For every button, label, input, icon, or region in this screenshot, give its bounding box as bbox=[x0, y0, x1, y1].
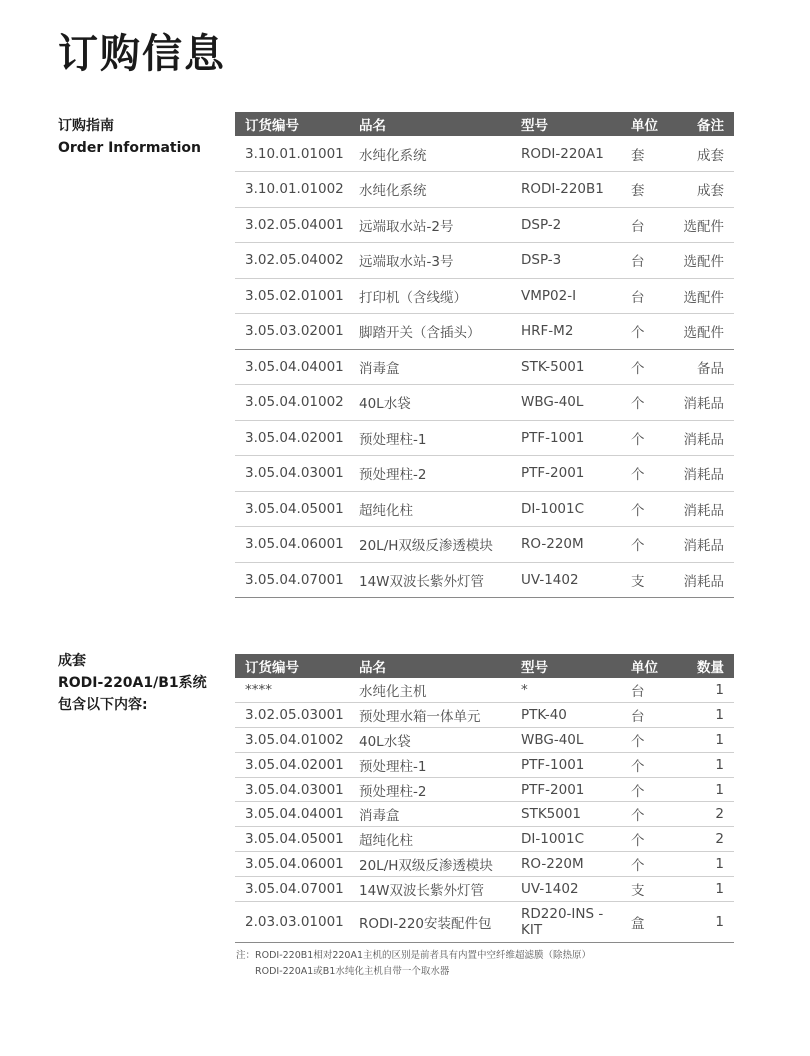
cell-code: 3.05.04.01002 bbox=[235, 728, 349, 753]
cell-quantity: 1 bbox=[671, 852, 734, 877]
cell-note: 消耗品 bbox=[671, 456, 734, 492]
table-row bbox=[235, 876, 734, 901]
table-row bbox=[235, 901, 734, 942]
cell-model: DI-1001C bbox=[511, 491, 621, 527]
cell-unit: 个 bbox=[621, 728, 671, 753]
cell-unit: 套 bbox=[621, 172, 671, 208]
cell-note: 选配件 bbox=[671, 278, 734, 314]
cell-unit: 个 bbox=[621, 456, 671, 492]
cell-unit: 个 bbox=[621, 827, 671, 852]
cell-unit: 台 bbox=[621, 678, 671, 703]
cell-model: PTK-40 bbox=[511, 703, 621, 728]
cell-model: PTF-1001 bbox=[511, 420, 621, 456]
cell-unit: 个 bbox=[621, 385, 671, 421]
cell-name: 水纯化主机 bbox=[349, 678, 511, 703]
header-note: 备注 bbox=[671, 112, 734, 136]
cell-code: **** bbox=[235, 678, 349, 703]
cell-name: 水纯化系统 bbox=[349, 136, 511, 172]
cell-note: 备品 bbox=[671, 349, 734, 385]
section1-label-zh: 订购指南 bbox=[58, 118, 114, 134]
table-row bbox=[235, 827, 734, 852]
cell-model: DSP-2 bbox=[511, 207, 621, 243]
cell-name: 水纯化系统 bbox=[349, 172, 511, 208]
cell-unit: 台 bbox=[621, 243, 671, 279]
cell-name: 脚踏开关（含插头） bbox=[349, 314, 511, 350]
cell-note: 消耗品 bbox=[671, 385, 734, 421]
cell-note: 成套 bbox=[671, 136, 734, 172]
cell-name: 40L水袋 bbox=[349, 385, 511, 421]
cell-unit: 个 bbox=[621, 420, 671, 456]
cell-code: 3.05.04.05001 bbox=[235, 491, 349, 527]
cell-model: PTF-2001 bbox=[511, 777, 621, 802]
cell-model: WBG-40L bbox=[511, 728, 621, 753]
table-row bbox=[235, 243, 734, 279]
cell-name: 打印机（含线缆） bbox=[349, 278, 511, 314]
cell-name: 远端取水站-3号 bbox=[349, 243, 511, 279]
cell-name: 40L水袋 bbox=[349, 728, 511, 753]
cell-code: 3.02.05.04001 bbox=[235, 207, 349, 243]
table-row bbox=[235, 852, 734, 877]
cell-quantity: 1 bbox=[671, 901, 734, 942]
cell-model: PTF-1001 bbox=[511, 752, 621, 777]
cell-unit: 个 bbox=[621, 314, 671, 350]
cell-code: 3.05.04.05001 bbox=[235, 827, 349, 852]
cell-note: 选配件 bbox=[671, 314, 734, 350]
cell-code: 3.02.05.03001 bbox=[235, 703, 349, 728]
cell-unit: 套 bbox=[621, 136, 671, 172]
table-row bbox=[235, 802, 734, 827]
footnote-1: 注：RODI-220B1相对220A1主机的区别是前者具有内置中空纤维超滤膜（除热原） bbox=[236, 950, 591, 961]
cell-name: 20L/H双级反渗透模块 bbox=[349, 852, 511, 877]
cell-model: RO-220M bbox=[511, 527, 621, 563]
cell-unit: 个 bbox=[621, 527, 671, 563]
cell-note: 消耗品 bbox=[671, 562, 734, 598]
cell-code: 3.05.04.06001 bbox=[235, 527, 349, 563]
table-row bbox=[235, 349, 734, 385]
cell-quantity: 2 bbox=[671, 827, 734, 852]
cell-model: RODI-220B1 bbox=[511, 172, 621, 208]
cell-quantity: 1 bbox=[671, 703, 734, 728]
table-row bbox=[235, 527, 734, 563]
cell-quantity: 1 bbox=[671, 876, 734, 901]
cell-name: 14W双波长紫外灯管 bbox=[349, 876, 511, 901]
table-row bbox=[235, 491, 734, 527]
cell-note: 选配件 bbox=[671, 207, 734, 243]
cell-model: PTF-2001 bbox=[511, 456, 621, 492]
cell-model: UV-1402 bbox=[511, 876, 621, 901]
cell-name: 远端取水站-2号 bbox=[349, 207, 511, 243]
cell-model: HRF-M2 bbox=[511, 314, 621, 350]
table-row bbox=[235, 420, 734, 456]
cell-note: 成套 bbox=[671, 172, 734, 208]
cell-note: 消耗品 bbox=[671, 491, 734, 527]
table-row bbox=[235, 314, 734, 350]
cell-model: RODI-220A1 bbox=[511, 136, 621, 172]
header-name: 品名 bbox=[349, 654, 511, 678]
cell-name: 消毒盒 bbox=[349, 802, 511, 827]
cell-name: 消毒盒 bbox=[349, 349, 511, 385]
section1-label-en: Order Information bbox=[58, 140, 202, 156]
cell-note: 选配件 bbox=[671, 243, 734, 279]
cell-unit: 台 bbox=[621, 278, 671, 314]
cell-unit: 支 bbox=[621, 876, 671, 901]
cell-note: 消耗品 bbox=[671, 420, 734, 456]
cell-model: WBG-40L bbox=[511, 385, 621, 421]
table-row bbox=[235, 703, 734, 728]
cell-code: 3.05.03.02001 bbox=[235, 314, 349, 350]
cell-name: 预处理水箱一体单元 bbox=[349, 703, 511, 728]
table-row bbox=[235, 752, 734, 777]
cell-quantity: 1 bbox=[671, 777, 734, 802]
cell-unit: 盒 bbox=[621, 901, 671, 942]
cell-code: 3.05.04.07001 bbox=[235, 876, 349, 901]
cell-name: RODI-220安装配件包 bbox=[349, 901, 511, 942]
cell-unit: 个 bbox=[621, 349, 671, 385]
cell-model: DSP-3 bbox=[511, 243, 621, 279]
cell-model: UV-1402 bbox=[511, 562, 621, 598]
table-row bbox=[235, 678, 734, 703]
footnote-2: RODI-220A1或B1水纯化主机自带一个取水器 bbox=[255, 966, 450, 977]
cell-code: 3.10.01.01002 bbox=[235, 172, 349, 208]
cell-code: 3.05.04.07001 bbox=[235, 562, 349, 598]
header-code: 订货编号 bbox=[235, 112, 349, 136]
footnotes bbox=[236, 948, 591, 980]
cell-name: 14W双波长紫外灯管 bbox=[349, 562, 511, 598]
section2-label-line1: 成套 bbox=[58, 653, 86, 669]
section2-label-line3: 包含以下内容: bbox=[58, 697, 148, 713]
header-model: 型号 bbox=[511, 654, 621, 678]
cell-unit: 个 bbox=[621, 802, 671, 827]
section2-label-line2: RODI-220A1/B1系统 bbox=[58, 675, 207, 691]
table-row bbox=[235, 777, 734, 802]
cell-unit: 个 bbox=[621, 777, 671, 802]
table-header-row bbox=[235, 654, 734, 678]
cell-quantity: 1 bbox=[671, 752, 734, 777]
header-code: 订货编号 bbox=[235, 654, 349, 678]
cell-name: 预处理柱-1 bbox=[349, 752, 511, 777]
cell-code: 3.05.04.03001 bbox=[235, 456, 349, 492]
cell-model: VMP02-I bbox=[511, 278, 621, 314]
cell-quantity: 1 bbox=[671, 678, 734, 703]
cell-unit: 个 bbox=[621, 752, 671, 777]
cell-model: RD220-INS -KIT bbox=[511, 901, 621, 942]
table-row bbox=[235, 136, 734, 172]
table-row bbox=[235, 562, 734, 598]
cell-code: 2.03.03.01001 bbox=[235, 901, 349, 942]
cell-code: 3.05.04.06001 bbox=[235, 852, 349, 877]
header-unit: 单位 bbox=[621, 654, 671, 678]
cell-model: STK5001 bbox=[511, 802, 621, 827]
header-unit: 单位 bbox=[621, 112, 671, 136]
table-row bbox=[235, 385, 734, 421]
cell-name: 预处理柱-1 bbox=[349, 420, 511, 456]
cell-unit: 个 bbox=[621, 852, 671, 877]
cell-code: 3.05.02.01001 bbox=[235, 278, 349, 314]
cell-code: 3.05.04.04001 bbox=[235, 802, 349, 827]
cell-code: 3.05.04.02001 bbox=[235, 420, 349, 456]
table-row bbox=[235, 207, 734, 243]
section1-label bbox=[58, 115, 201, 159]
cell-unit: 支 bbox=[621, 562, 671, 598]
page-title: 订购信息 bbox=[58, 31, 226, 77]
cell-model: STK-5001 bbox=[511, 349, 621, 385]
cell-code: 3.05.04.01002 bbox=[235, 385, 349, 421]
header-model: 型号 bbox=[511, 112, 621, 136]
package-contents-table bbox=[235, 654, 734, 943]
cell-model: * bbox=[511, 678, 621, 703]
cell-note: 消耗品 bbox=[671, 527, 734, 563]
cell-model: RO-220M bbox=[511, 852, 621, 877]
cell-quantity: 2 bbox=[671, 802, 734, 827]
cell-code: 3.02.05.04002 bbox=[235, 243, 349, 279]
cell-name: 预处理柱-2 bbox=[349, 777, 511, 802]
cell-code: 3.05.04.02001 bbox=[235, 752, 349, 777]
table-row bbox=[235, 278, 734, 314]
cell-unit: 个 bbox=[621, 491, 671, 527]
cell-code: 3.05.04.04001 bbox=[235, 349, 349, 385]
table-row bbox=[235, 172, 734, 208]
header-name: 品名 bbox=[349, 112, 511, 136]
cell-name: 预处理柱-2 bbox=[349, 456, 511, 492]
section2-label bbox=[58, 650, 207, 716]
cell-unit: 台 bbox=[621, 207, 671, 243]
cell-name: 20L/H双级反渗透模块 bbox=[349, 527, 511, 563]
cell-model: DI-1001C bbox=[511, 827, 621, 852]
table-row bbox=[235, 728, 734, 753]
table-row bbox=[235, 456, 734, 492]
cell-name: 超纯化柱 bbox=[349, 491, 511, 527]
cell-name: 超纯化柱 bbox=[349, 827, 511, 852]
cell-code: 3.10.01.01001 bbox=[235, 136, 349, 172]
order-info-table bbox=[235, 112, 734, 598]
cell-unit: 台 bbox=[621, 703, 671, 728]
table-header-row bbox=[235, 112, 734, 136]
cell-quantity: 1 bbox=[671, 728, 734, 753]
cell-code: 3.05.04.03001 bbox=[235, 777, 349, 802]
header-quantity: 数量 bbox=[671, 654, 734, 678]
